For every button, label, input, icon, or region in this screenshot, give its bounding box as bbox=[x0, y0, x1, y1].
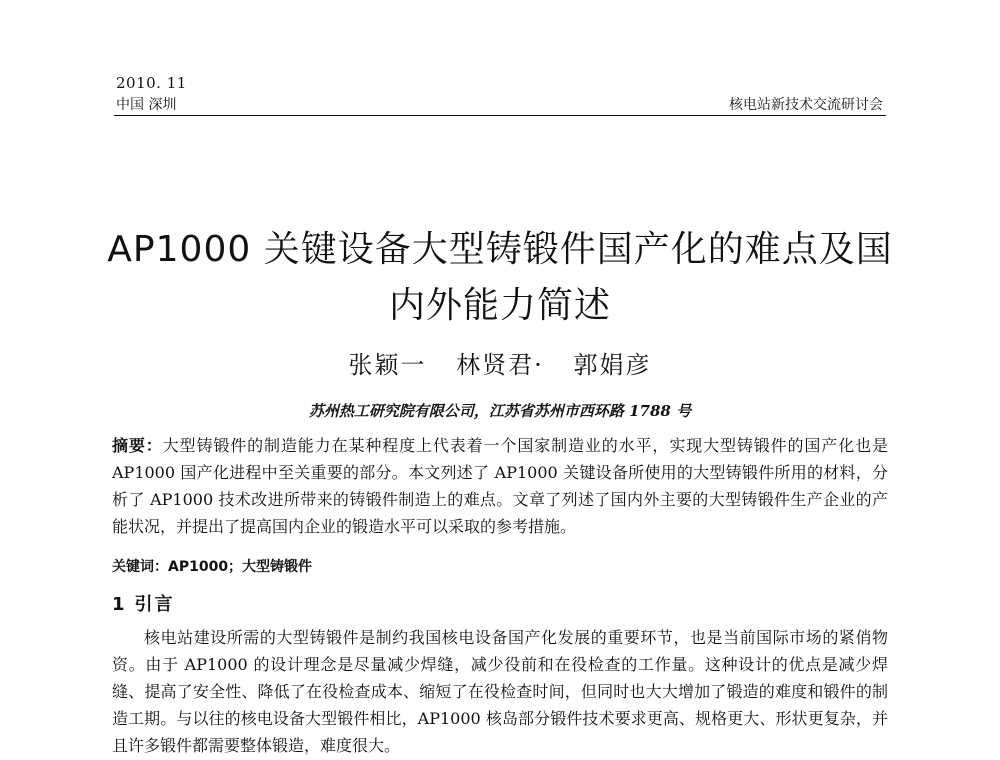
section-heading bbox=[112, 590, 175, 616]
author-name: 林贤君· bbox=[456, 351, 544, 379]
header-rule bbox=[114, 115, 886, 116]
keywords bbox=[112, 556, 312, 576]
title-line-1: AP1000 关键设备大型铸锻件国产化的难点及国 bbox=[107, 229, 893, 270]
abstract bbox=[112, 432, 888, 540]
paper-title bbox=[100, 222, 900, 334]
title-line-2: 内外能力简述 bbox=[388, 285, 611, 326]
header-conference: 核电站新技术交流研讨会 bbox=[729, 97, 883, 113]
author-name: 张颖一 bbox=[348, 351, 427, 379]
header-location: 中国 深圳 bbox=[116, 97, 177, 113]
section-title: 引言 bbox=[134, 594, 175, 615]
author-list bbox=[100, 345, 900, 380]
affiliation: 苏州热工研究院有限公司，江苏省苏州市西环路 1788 号 bbox=[308, 402, 692, 420]
section-number: 1 bbox=[112, 594, 127, 615]
author-name: 郭娟彦 bbox=[573, 351, 652, 379]
keywords-label: 关键词： bbox=[112, 559, 168, 575]
header-date: 2010. 11 bbox=[116, 74, 187, 92]
abstract-text: 大型铸锻件的制造能力在某种程度上代表着一个国家制造业的水平，实现大型铸锻件的国产化也是 AP1000 国产化进程中至关重要的部分。本文列述了 AP1000 关键设备所使用的大型铸锻件所用的材料，分析了 AP1000 技术改进所带来的铸锻件制造上的难点。文章了列述了国内外主要的大型铸锻件生产企业的产能状况，并提出了提高国内企业的锻造水平可以采取的参考措施。 bbox=[112, 436, 888, 536]
section-paragraph: 核电站建设所需的大型铸锻件是制约我国核电设备国产化发展的重要环节，也是当前国际市场的紧俏物资。由于 AP1000 的设计理念是尽量减少焊缝，减少役前和在役检查的工作量。这种设计的优点是减少焊缝、提高了安全性、降低了在役检查成本、缩短了在役检查时间，但同时也大大增加了锻造的难度和锻件的制造工期。与以往的核电设备大型锻件相比，AP1000 核岛部分锻件技术要求更高、规格更大、形状更复杂，并且许多锻件都需要整体锻造，难度很大。 bbox=[112, 628, 888, 755]
keywords-text: AP1000；大型铸锻件 bbox=[168, 559, 313, 575]
abstract-label: 摘要： bbox=[112, 436, 163, 455]
